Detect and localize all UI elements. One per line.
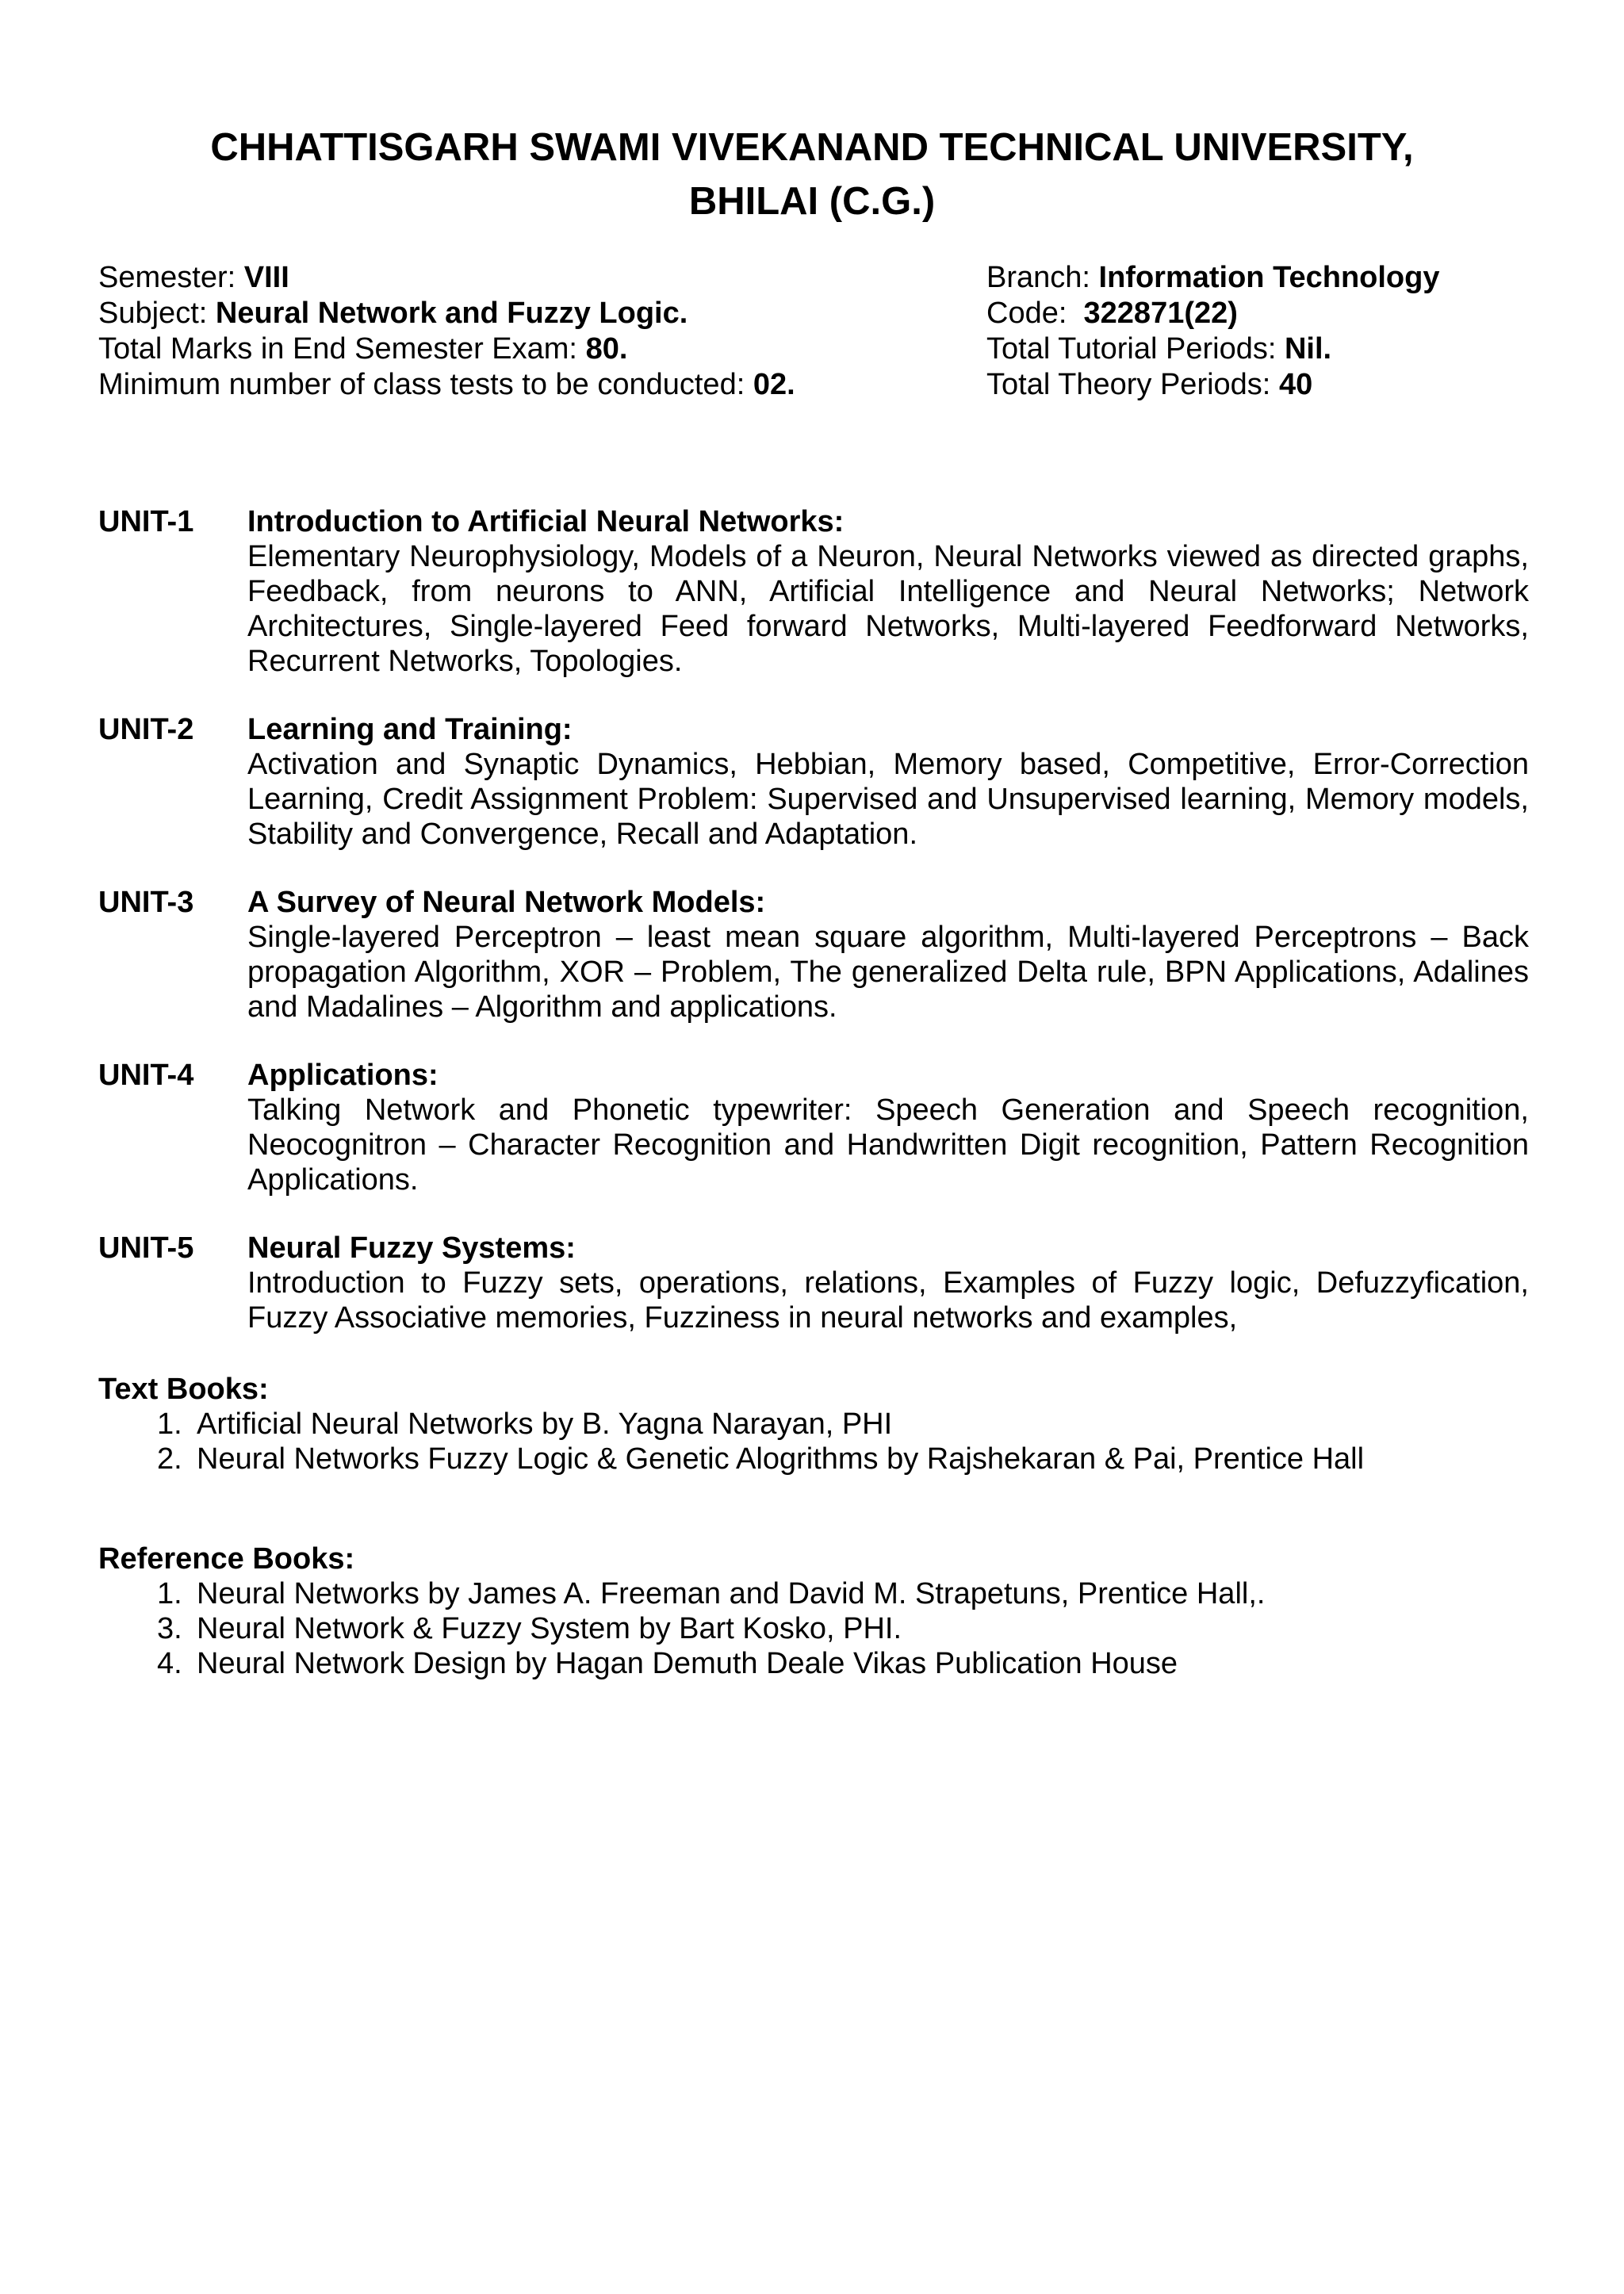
units-section: [98, 504, 1529, 1369]
unit-text: Talking Network and Phonetic typewriter: Speech Generation and Speech recognition, Neocognitron – Character Recognition and Handwritten Digit recognition, Pattern Recognition Applications.: [247, 1093, 1529, 1197]
list-number: 1.: [157, 1577, 182, 1610]
list-number: 3.: [157, 1612, 182, 1645]
meta-semester: Semester: VIII: [98, 261, 289, 294]
unit-label: UNIT-1: [98, 505, 194, 538]
university-title: [0, 121, 1624, 228]
list-number: 1.: [157, 1407, 182, 1441]
unit-heading: A Survey of Neural Network Models:: [247, 886, 766, 919]
meta-branch: Branch: Information Technology: [986, 261, 1440, 294]
reference-books-section: [98, 1541, 1589, 1681]
title-line-2: BHILAI (C.G.): [688, 180, 936, 223]
unit-heading: Neural Fuzzy Systems:: [247, 1231, 576, 1265]
book-title: Neural Network & Fuzzy System by Bart Kosko, PHI.: [197, 1612, 902, 1645]
unit-4: [98, 1058, 1529, 1197]
text-books-heading: Text Books:: [98, 1373, 269, 1406]
list-item: [98, 1576, 1589, 1611]
unit-label: UNIT-3: [98, 886, 194, 919]
unit-2: [98, 712, 1529, 852]
unit-heading: Applications:: [247, 1059, 439, 1092]
meta-code: Code: 322871(22): [986, 297, 1238, 330]
book-title: Neural Networks Fuzzy Logic & Genetic Alogrithms by Rajshekaran & Pai, Prentice Hall: [197, 1442, 1365, 1476]
unit-label: UNIT-2: [98, 713, 194, 746]
list-item: [98, 1442, 1589, 1476]
unit-label: UNIT-5: [98, 1231, 194, 1265]
title-line-1: CHHATTISGARH SWAMI VIVEKANAND TECHNICAL UNIVERSITY,: [210, 126, 1414, 169]
course-meta-right: [986, 260, 1589, 403]
book-title: Artificial Neural Networks by B. Yagna Narayan, PHI: [197, 1407, 893, 1441]
unit-label: UNIT-4: [98, 1059, 194, 1092]
unit-5: [98, 1231, 1529, 1335]
meta-theory-periods: Total Theory Periods: 40: [986, 368, 1313, 401]
book-title: Neural Networks by James A. Freeman and David M. Strapetuns, Prentice Hall,.: [197, 1577, 1266, 1610]
unit-heading: Learning and Training:: [247, 713, 573, 746]
meta-class-tests: Minimum number of class tests to be conducted: 02.: [98, 368, 795, 401]
unit-text: Activation and Synaptic Dynamics, Hebbian, Memory based, Competitive, Error-Correction Learning, Credit Assignment Problem: Supervised and Unsupervised learning, Memory models, Stability and Convergence, Recall and Adaptation.: [247, 748, 1529, 851]
meta-subject: Subject: Neural Network and Fuzzy Logic.: [98, 297, 688, 330]
text-books-section: [98, 1372, 1589, 1476]
list-number: 2.: [157, 1442, 182, 1476]
list-number: 4.: [157, 1647, 182, 1680]
list-item: [98, 1611, 1589, 1646]
list-item: [98, 1407, 1589, 1442]
reference-books-heading: Reference Books:: [98, 1542, 355, 1576]
unit-3: [98, 885, 1529, 1024]
unit-1: [98, 504, 1529, 679]
meta-total-marks: Total Marks in End Semester Exam: 80.: [98, 332, 628, 366]
course-meta-left: [98, 260, 891, 403]
unit-text: Elementary Neurophysiology, Models of a Neuron, Neural Networks viewed as directed graphs, Feedback, from neurons to ANN, Artificial Intelligence and Neural Networks; Network Architectures, Single-layered Feed forward Networks, Multi-layered Feedforward Networks, Recurrent Networks, Topologies.: [247, 540, 1529, 678]
unit-text: Introduction to Fuzzy sets, operations, relations, Examples of Fuzzy logic, Defuzzyfication, Fuzzy Associative memories, Fuzziness in neural networks and examples,: [247, 1266, 1529, 1335]
list-item: [98, 1646, 1589, 1681]
meta-tutorial-periods: Total Tutorial Periods: Nil.: [986, 332, 1332, 366]
book-title: Neural Network Design by Hagan Demuth Deale Vikas Publication House: [197, 1647, 1178, 1680]
unit-text: Single-layered Perceptron – least mean square algorithm, Multi-layered Perceptrons – Back propagation Algorithm, XOR – Problem, The generalized Delta rule, BPN Applications, Adalines and Madalines – Algorithm and applications.: [247, 921, 1529, 1024]
unit-heading: Introduction to Artificial Neural Networks:: [247, 505, 845, 538]
